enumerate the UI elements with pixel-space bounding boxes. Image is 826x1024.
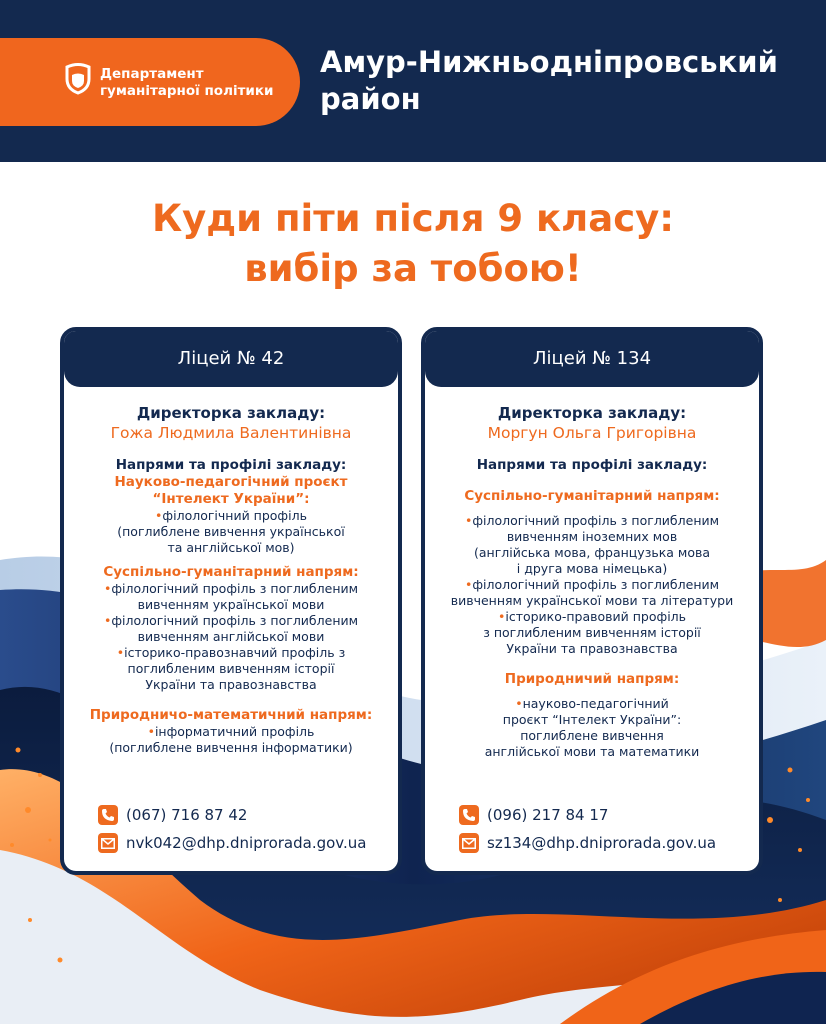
direction-title: Природничий напрям: [504,671,680,687]
district-title-line1: Амур-Нижньодніпровський [320,45,778,79]
direction-title: Суспільно-гуманітарний напрям: [464,488,720,504]
phone-number: (096) 217 84 17 [487,806,609,824]
phone-contact[interactable] [459,805,608,825]
email-address: nvk042@dhp.dniprorada.gov.ua [126,834,367,852]
profile-item: •філологічний профіль з поглибленим вивченням української мови [103,581,359,612]
phone-number: (067) 716 87 42 [126,806,248,824]
director-label: Директорка закладу: [136,404,326,422]
email-contact[interactable] [98,833,366,853]
email-icon [459,833,479,853]
district-title [320,44,778,118]
profile-item: •філологічний профіль з поглибленим вивченням української мови та літератури [450,577,734,608]
card-title: Ліцей № 134 [425,331,759,387]
directions-label: Напрями та профілі закладу: [115,457,347,473]
phone-icon [98,805,118,825]
logo-line1: Департамент [100,66,204,82]
lyceum-42-card [60,327,402,875]
profile-item: •історико-правознавчий профіль з поглибленим вивченням історії України та правознавства [116,645,346,692]
director-name: Гожа Людмила Валентинівна [110,424,352,442]
profile-item: •філологічний профіль з поглибленим вивченням англійської мови [103,613,359,644]
shield-logo-icon [64,61,92,95]
department-name [100,66,274,100]
email-contact[interactable] [459,833,716,853]
email-address: sz134@dhp.dniprorada.gov.ua [487,834,717,852]
director-label: Директорка закладу: [497,404,687,422]
profile-item: •філологічний профіль (поглиблене вивчення української та англійської мов) [117,508,345,555]
profile-item: •філологічний профіль з поглибленим вивченням іноземних мов (англійська мова, французька мова і друга мова німецька) [464,513,720,576]
headline-line1: Куди піти після 9 класу: [151,197,675,240]
lyceum-134-card [421,327,763,875]
direction-title: Природничо-математичний напрям: [89,707,373,723]
phone-icon [459,805,479,825]
card-title: Ліцей № 42 [64,331,398,387]
email-icon [98,833,118,853]
phone-contact[interactable] [98,805,247,825]
profile-item: •історико-правовий профіль з поглибленим вивченням історії України та правознавства [483,609,701,656]
profile-item: •науково-педагогічний проєкт “Інтелект України”: поглиблене вивчення англійської мови та математики [484,696,700,759]
headline-line2: вибір за тобою! [244,247,582,290]
direction-title: Науково-педагогічний проєкт “Інтелект України”: [114,474,348,507]
main-headline [0,194,826,294]
directions-label: Напрями та профілі закладу: [476,457,708,473]
district-title-line2: район [320,82,421,116]
direction-title: Суспільно-гуманітарний напрям: [103,564,359,580]
profile-item: •інформатичний профіль (поглиблене вивчення інформатики) [109,724,353,755]
logo-line2: гуманітарної політики [100,83,274,99]
director-name: Моргун Ольга Григорівна [487,424,697,442]
